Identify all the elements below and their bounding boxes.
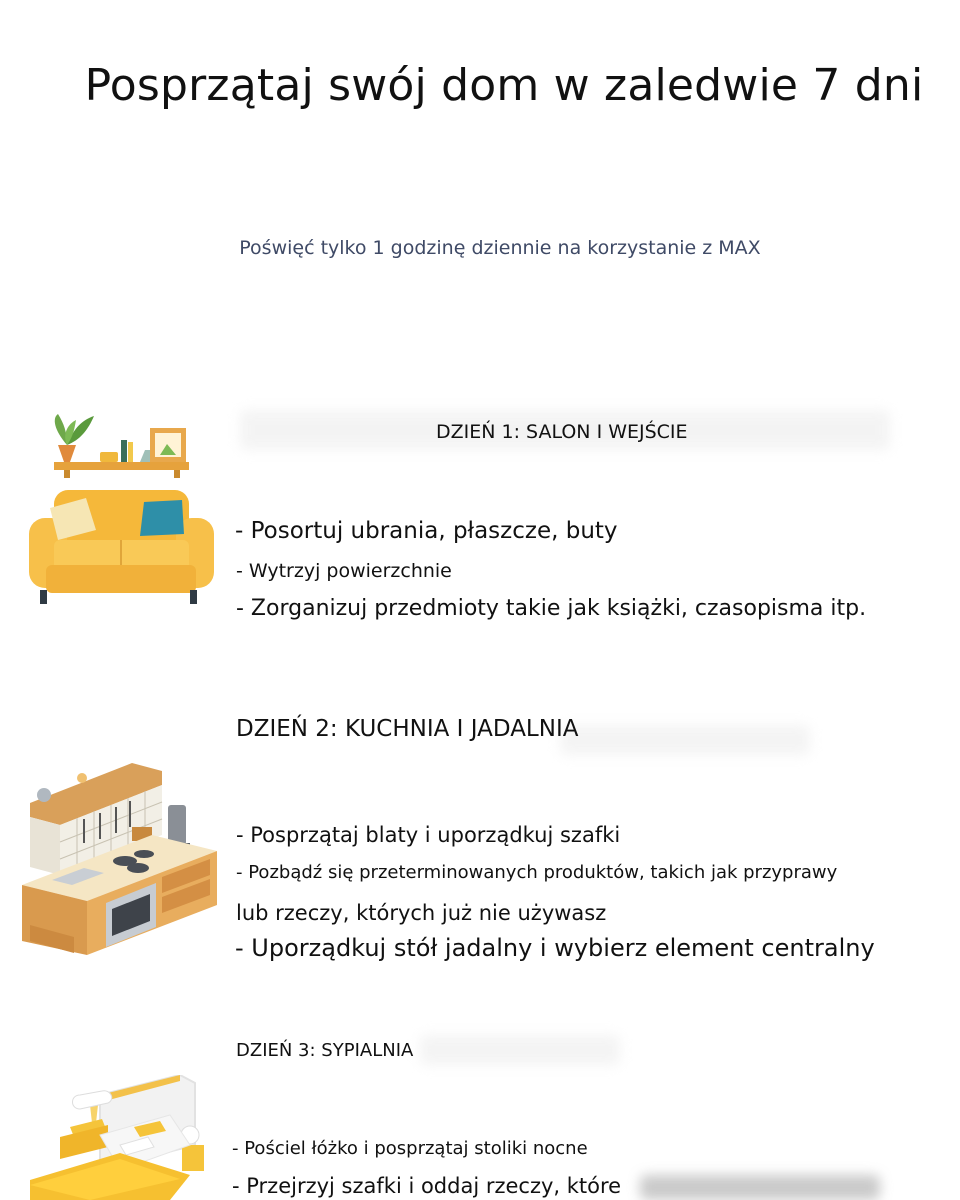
day-2-item-1: - Posprzątaj blaty i uporządkuj szafki	[236, 823, 621, 847]
page-title: Posprzątaj swój dom w zaledwie 7 dni	[84, 60, 924, 111]
day-3-item-1: - Pościel łóżko i posprzątaj stoliki nocne	[232, 1138, 588, 1159]
day-1-item-3: - Zorganizuj przedmioty takie jak książki, czasopisma itp.	[236, 596, 867, 621]
subtitle: Poświęć tylko 1 godzinę dziennie na korzystanie z MAX	[239, 237, 761, 259]
bed-icon	[30, 1075, 210, 1200]
kitchen-icon	[22, 755, 217, 965]
day-2-item-2: - Pozbądź się przeterminowanych produktów, takich jak przyprawy	[236, 862, 838, 883]
sofa-icon	[24, 410, 219, 610]
day-2-item-3: lub rzeczy, których już nie używasz	[236, 901, 607, 925]
day-2-heading: DZIEŃ 2: KUCHNIA I JADALNIA	[236, 716, 579, 742]
day-2-item-4: - Uporządkuj stół jadalny i wybierz element centralny	[235, 934, 875, 962]
day-1-item-1: - Posortuj ubrania, płaszcze, buty	[235, 518, 618, 544]
day-1-heading: DZIEŃ 1: SALON I WEJŚCIE	[436, 421, 688, 443]
day-3-item-2: - Przejrzyj szafki i oddaj rzeczy, które	[232, 1174, 622, 1198]
day-3-heading: DZIEŃ 3: SYPIALNIA	[236, 1040, 414, 1061]
day-1-item-2: - Wytrzyj powierzchnie	[236, 560, 452, 582]
